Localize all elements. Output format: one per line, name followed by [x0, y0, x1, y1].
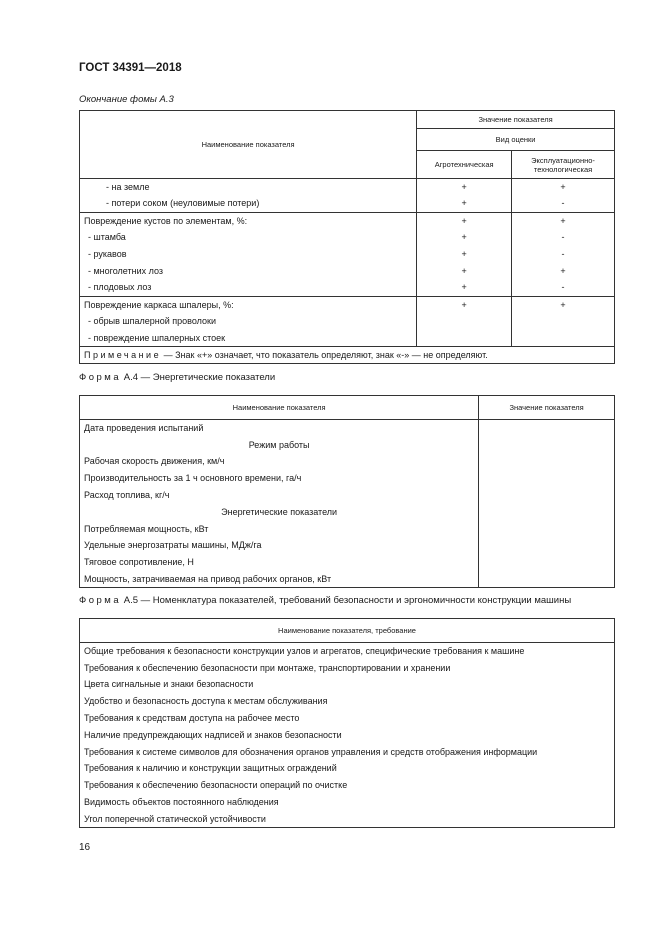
page-number: 16: [79, 842, 91, 853]
table-row: [80, 810, 615, 827]
row-agro-value: +: [417, 195, 512, 212]
section-heading: Режим работы: [80, 436, 479, 453]
table-row: [80, 659, 615, 676]
form-a5-label: Форма: [79, 595, 122, 606]
table-row: [80, 179, 615, 196]
requirement-name: Видимость объектов постоянного наблюдения: [80, 794, 615, 811]
col-header-expl: [512, 151, 615, 179]
requirement-name: Цвета сигнальные и знаки безопасности: [80, 676, 615, 693]
col-header-name: Наименование показателя: [80, 111, 417, 179]
requirement-name: Требования к наличию и конструкции защитных ограждений: [80, 760, 615, 777]
table-row: [80, 296, 615, 313]
table-row: [80, 262, 615, 279]
requirement-name: Требования к обеспечению безопасности при монтаже, транспортировании и хранении: [80, 659, 615, 676]
row-agro-value: +: [417, 179, 512, 196]
col-header-value: Значение показателя: [417, 111, 615, 129]
table-row: [80, 760, 615, 777]
table-a3-caption: Окончание фомы А.3: [79, 94, 174, 105]
table-row: [80, 313, 615, 330]
form-a4-text: А.4 — Энергетические показатели: [121, 372, 276, 383]
row-expl-value: [512, 330, 615, 347]
table-row: [80, 743, 615, 760]
requirement-name: Угол поперечной статической устойчивости: [80, 810, 615, 827]
row-expl-value: -: [512, 195, 615, 212]
indicator-name: Удельные энергозатраты машины, МДж/га: [80, 537, 479, 554]
table-a3-note: [80, 346, 615, 363]
row-agro-value: +: [417, 279, 512, 296]
row-expl-value: +: [512, 179, 615, 196]
table-a5: [79, 618, 615, 828]
table-row: [80, 777, 615, 794]
table-a4: [79, 395, 615, 588]
row-label: - плодовых лоз: [80, 279, 417, 296]
row-agro-value: +: [417, 246, 512, 263]
row-agro-value: +: [417, 262, 512, 279]
indicator-name: Тяговое сопротивление, Н: [80, 554, 479, 571]
document-code: ГОСТ 34391—2018: [79, 62, 182, 74]
indicator-name: Дата проведения испытаний: [80, 420, 479, 437]
table-row: [80, 229, 615, 246]
form-a5-text: А.5 — Номенклатура показателей, требований безопасности и эргономичности конструкции машины: [121, 595, 572, 606]
requirement-name: Требования к средствам доступа на рабочее место: [80, 710, 615, 727]
indicator-name: Рабочая скорость движения, км/ч: [80, 453, 479, 470]
table-row: [80, 643, 615, 660]
a4-col-header-name: Наименование показателя: [80, 396, 479, 420]
row-label: - повреждение шпалерных стоек: [80, 330, 417, 347]
col-header-assessment: Вид оценки: [417, 129, 615, 151]
row-expl-value: +: [512, 212, 615, 229]
indicator-name: Производительность за 1 ч основного времени, га/ч: [80, 470, 479, 487]
requirement-name: Наличие предупреждающих надписей и знаков безопасности: [80, 726, 615, 743]
requirement-name: Требования к обеспечению безопасности операций по очистке: [80, 777, 615, 794]
table-row: [80, 710, 615, 727]
requirement-name: Общие требования к безопасности конструкции узлов и агрегатов, специфические требования к машине: [80, 643, 615, 660]
table-row: [80, 420, 615, 437]
row-expl-value: -: [512, 229, 615, 246]
form-a4-caption: [79, 372, 275, 383]
row-label: - штамба: [80, 229, 417, 246]
row-expl-value: [512, 313, 615, 330]
row-agro-value: [417, 313, 512, 330]
row-expl-value: -: [512, 246, 615, 263]
col-header-agro: Агротехническая: [417, 151, 512, 179]
row-expl-value: +: [512, 296, 615, 313]
section-heading: Энергетические показатели: [80, 503, 479, 520]
note-label: Примечание: [84, 349, 162, 360]
indicator-name: Мощность, затрачиваемая на привод рабочих органов, кВт: [80, 571, 479, 588]
row-label: Повреждение каркаса шпалеры, %:: [80, 296, 417, 313]
table-row: [80, 246, 615, 263]
indicator-value-cell: [479, 420, 615, 588]
row-label: - потери соком (неуловимые потери): [80, 195, 417, 212]
row-label: - на земле: [80, 179, 417, 196]
a5-col-header-name: Наименование показателя, требование: [80, 619, 615, 643]
row-agro-value: [417, 330, 512, 347]
indicator-name: Потребляемая мощность, кВт: [80, 520, 479, 537]
table-a3: [79, 110, 615, 364]
row-label: - рукавов: [80, 246, 417, 263]
table-row: [80, 794, 615, 811]
indicator-name: Расход топлива, кг/ч: [80, 487, 479, 504]
form-a4-label: Форма: [79, 372, 122, 383]
row-expl-value: +: [512, 262, 615, 279]
row-label: - обрыв шпалерной проволоки: [80, 313, 417, 330]
table-row: [80, 330, 615, 347]
table-row: [80, 693, 615, 710]
row-expl-value: -: [512, 279, 615, 296]
note-text: — Знак «+» означает, что показатель определяют, знак «-» — не определяют.: [161, 349, 488, 360]
table-row: [80, 195, 615, 212]
row-label: Повреждение кустов по элементам, %:: [80, 212, 417, 229]
requirement-name: Требования к системе символов для обозначения органов управления и средств отображения информации: [80, 743, 615, 760]
table-row: [80, 212, 615, 229]
row-agro-value: +: [417, 212, 512, 229]
a4-col-header-value: Значение показателя: [479, 396, 615, 420]
row-agro-value: +: [417, 296, 512, 313]
col-header-expl-line2: технологическая: [533, 164, 593, 174]
form-a5-caption: [79, 595, 571, 606]
table-row: [80, 279, 615, 296]
col-header-expl-line1: Эксплуатационно-: [531, 155, 595, 165]
row-label: - многолетних лоз: [80, 262, 417, 279]
row-agro-value: +: [417, 229, 512, 246]
table-row: [80, 676, 615, 693]
requirement-name: Удобство и безопасность доступа к местам обслуживания: [80, 693, 615, 710]
table-row: [80, 726, 615, 743]
